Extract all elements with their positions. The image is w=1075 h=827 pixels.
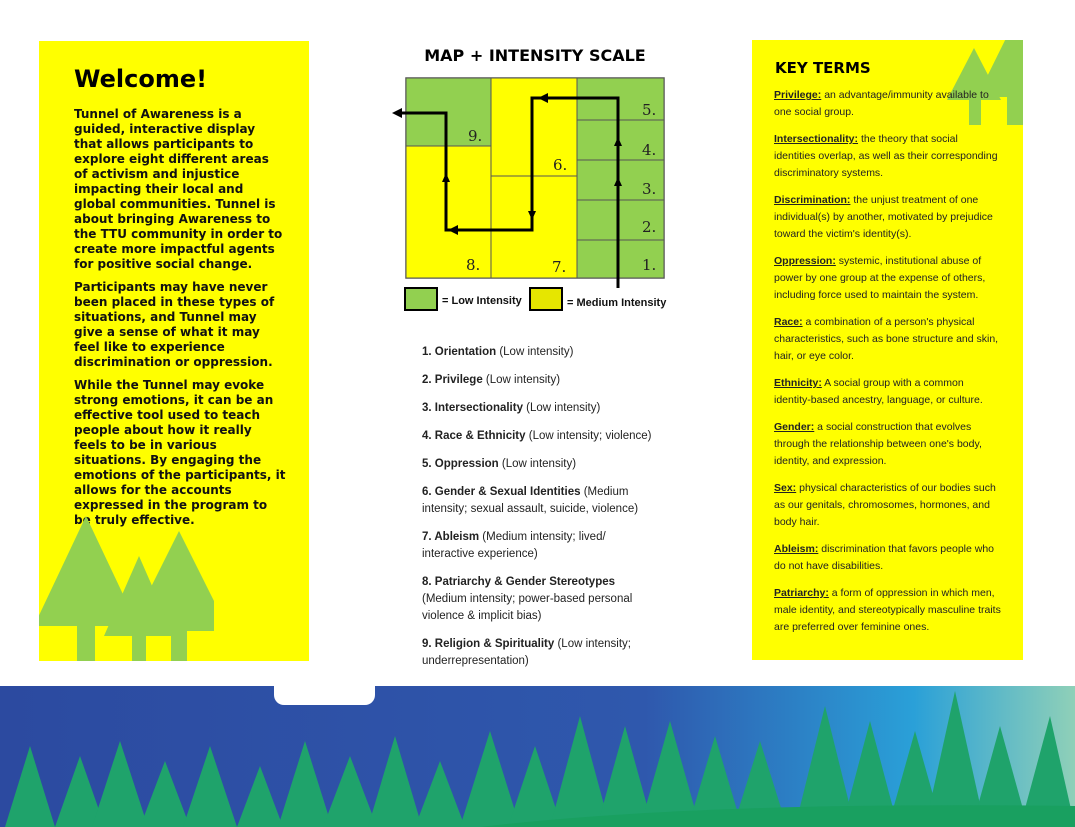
welcome-paragraph: While the Tunnel may evoke strong emotions, it can be an effective tool used to teach people about how it really feels to be in various situations. By engaging the emotions of the participants, it allows for the accounts expressed in the program to be truly effective. <box>74 378 286 527</box>
list-item: 5. Oppression (Low intensity) <box>422 458 577 470</box>
map-label-1: 1. <box>642 256 657 274</box>
key-term: Privilege: an advantage/immunity available to one social group. <box>774 89 989 118</box>
low-intensity-swatch <box>404 287 438 311</box>
key-terms-list <box>774 87 1002 646</box>
map-label-5: 5. <box>642 101 657 119</box>
map-title: MAP + INTENSITY SCALE <box>424 46 646 65</box>
key-terms-title: KEY TERMS <box>775 59 871 77</box>
key-term: Intersectionality: the theory that social identities overlap, as well as their corresponding discriminatory systems. <box>774 133 998 179</box>
welcome-title: Welcome! <box>74 65 208 93</box>
map-label-2: 2. <box>642 218 657 236</box>
list-item: 2. Privilege (Low intensity) <box>422 374 561 386</box>
list-item: 4. Race & Ethnicity (Low intensity; violence) <box>422 430 652 442</box>
list-item: 3. Intersectionality (Low intensity) <box>422 402 601 414</box>
map-label-9: 9. <box>468 127 483 145</box>
list-item: 8. Patriarchy & Gender Stereotypes (Medium intensity; power-based personal violence & implicit bias) <box>422 576 633 622</box>
key-term: Gender: a social construction that evolves through the relationship between one's body, identity, and expression. <box>774 421 982 467</box>
list-item: 6. Gender & Sexual Identities (Medium intensity; sexual assault, suicide, violence) <box>422 486 639 515</box>
key-term: Oppression: systemic, institutional abuse of power by one group at the expense of others, including force used to maintain the system. <box>774 255 986 301</box>
map-label-4: 4. <box>642 141 657 159</box>
medium-intensity-label: = Medium Intensity <box>567 297 667 309</box>
map-label-7: 7. <box>552 258 567 276</box>
key-term: Sex: physical characteristics of our bodies such as our genitals, chromosomes, hormones, and body hair. <box>774 482 996 528</box>
key-term: Ableism: discrimination that favors people who do not have disabilities. <box>774 543 995 572</box>
arrow-icon <box>392 108 402 118</box>
map-label-8: 8. <box>466 256 481 274</box>
welcome-paragraph: Tunnel of Awareness is a guided, interactive display that allows participants to explore eight different areas of activism and injustice impacting their local and global communities. Tunnel is about bringing Awareness to the TTU community in order to create more impactful agents for positive social change. <box>74 107 283 271</box>
welcome-body <box>74 107 286 536</box>
key-term: Discrimination: the unjust treatment of one individual(s) by another, motivated by prejudice toward the victim's identity(s). <box>774 194 993 240</box>
list-item: 7. Ableism (Medium intensity; lived/ interactive experience) <box>422 531 606 560</box>
band-tab <box>274 684 375 705</box>
welcome-panel <box>39 41 309 661</box>
tree-icon <box>39 506 214 661</box>
key-term: Race: a combination of a person's physical characteristics, such as bone structure and skin, hair, or eye color. <box>774 316 999 362</box>
welcome-paragraph: Participants may have never been placed in these types of situations, and Tunnel may give a sense of what it may feel like to experience discrimination or oppression. <box>74 280 275 369</box>
forest-band <box>0 686 1075 827</box>
medium-intensity-swatch <box>529 287 563 311</box>
tunnel-map <box>388 70 678 290</box>
map-label-3: 3. <box>642 180 657 198</box>
low-intensity-label: = Low Intensity <box>442 295 522 307</box>
key-terms-panel <box>752 40 1023 660</box>
room-list <box>422 344 652 681</box>
map-label-6: 6. <box>553 156 568 174</box>
key-term: Ethnicity: A social group with a common identity-based ancestry, language, or culture. <box>774 377 983 406</box>
list-item: 9. Religion & Spirituality (Low intensity; underrepresentation) <box>422 638 631 667</box>
key-term: Patriarchy: a form of oppression in which men, male identity, and stereotypically masculine traits are preferred over feminine ones. <box>774 587 1001 633</box>
list-item: 1. Orientation (Low intensity) <box>422 346 574 358</box>
